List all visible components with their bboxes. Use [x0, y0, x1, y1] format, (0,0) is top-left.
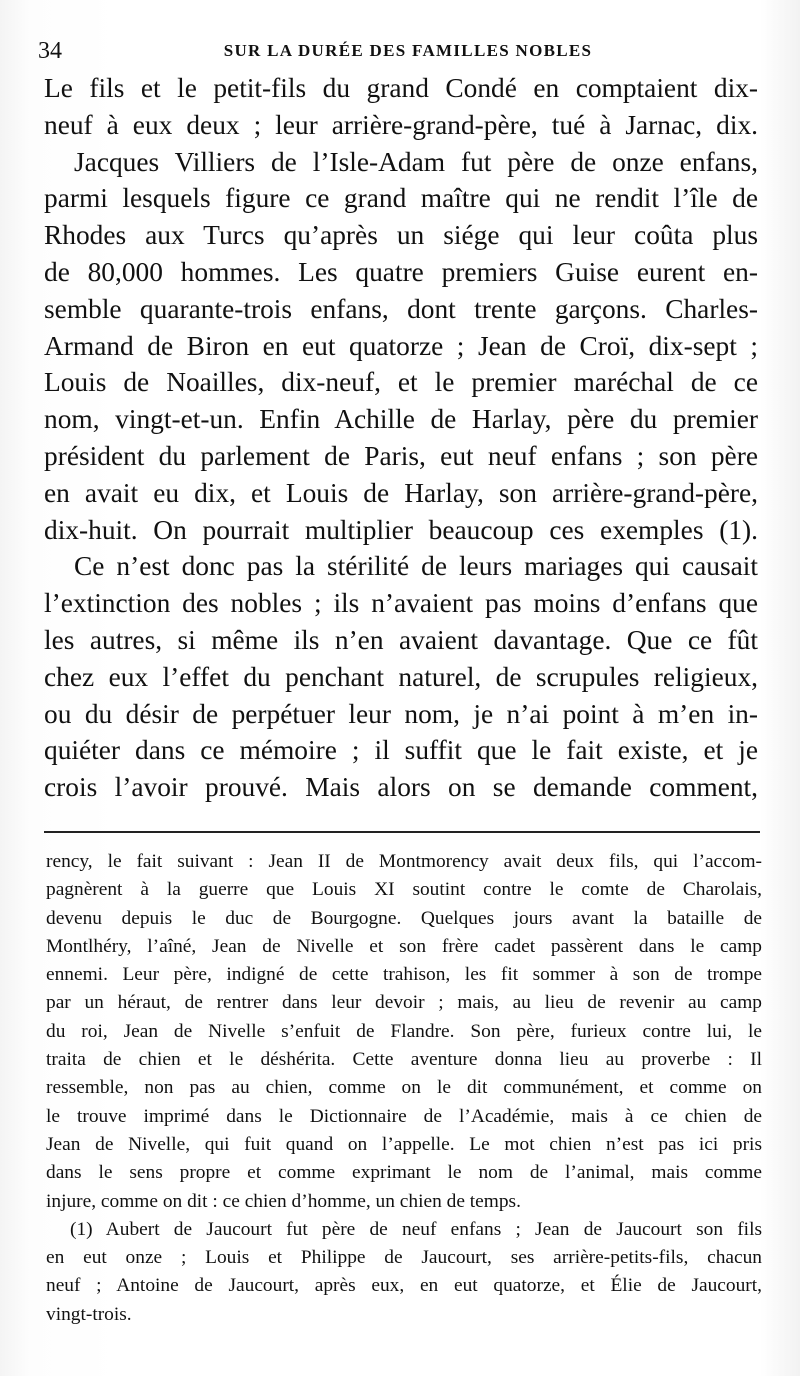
footnote-line: le trouve imprimé dans le Dictionnaire de l’Académie, mais à ce chien de	[46, 1105, 762, 1127]
body-line: les autres, si même ils n’en avaient davantage. Que ce fût	[44, 624, 758, 655]
footnote-line: neuf ; Antoine de Jaucourt, après eux, en eut quatorze, et Élie de Jaucourt,	[46, 1275, 762, 1297]
footnote-line: en eut onze ; Louis et Philippe de Jaucourt, ses arrière-petits-fils, chacun	[46, 1247, 762, 1269]
body-line: ou du désir de perpétuer leur nom, je n’ai point à m’en in-	[44, 698, 758, 729]
body-line: parmi lesquels figure ce grand maître qui ne rendit l’île de	[44, 183, 758, 214]
footnote-line: ennemi. Leur père, indigné de cette trahison, les fit sommer à son de trompe	[46, 964, 762, 986]
body-line: président du parlement de Paris, eut neuf enfans ; son père	[44, 440, 758, 471]
footnote-line: ressemble, non pas au chien, comme on le dit communément, et comme on	[46, 1077, 762, 1099]
footnote-line: du roi, Jean de Nivelle s’enfuit de Flandre. Son père, furieux contre lui, le	[46, 1020, 762, 1042]
footnote-line: (1) Aubert de Jaucourt fut père de neuf enfans ; Jean de Jaucourt son fils	[70, 1218, 762, 1240]
body-line: chez eux l’effet du penchant naturel, de scrupules religieux,	[44, 661, 758, 692]
footnote-line: dans le sens propre et comme exprimant le nom de l’animal, mais comme	[46, 1162, 762, 1184]
body-line: Jacques Villiers de l’Isle-Adam fut père de onze enfans,	[74, 146, 758, 177]
footnote-line: devenu depuis le duc de Bourgogne. Quelques jours avant la bataille de	[46, 907, 762, 929]
page-number: 34	[38, 38, 62, 64]
page-header	[38, 36, 778, 66]
footnote-line: Jean de Nivelle, qui fuit quand on l’appelle. Le mot chien n’est pas ici pris	[46, 1133, 762, 1155]
body-line: semble quarante-trois enfans, dont trente garçons. Charles-	[44, 293, 758, 324]
body-line: Armand de Biron en eut quatorze ; Jean de Croï, dix-sept ;	[44, 330, 758, 361]
footnote-line: injure, comme on dit : ce chien d’homme, un chien de temps.	[46, 1190, 521, 1212]
body-line: l’extinction des nobles ; ils n’avaient pas moins d’enfans que	[44, 588, 758, 619]
body-line: Louis de Noailles, dix-neuf, et le premier maréchal de ce	[44, 367, 758, 398]
body-line: en avait eu dix, et Louis de Harlay, son arrière-grand-père,	[44, 477, 758, 508]
footnote-line: traita de chien et le déshérita. Cette aventure donna lieu au proverbe : Il	[46, 1049, 762, 1071]
running-title: SUR LA DURÉE DES FAMILLES NOBLES	[223, 41, 593, 60]
body-line: Rhodes aux Turcs qu’après un siége qui leur coûta plus	[44, 220, 758, 251]
body-line: nom, vingt-et-un. Enfin Achille de Harlay, père du premier	[44, 404, 758, 435]
footnote-line: Montlhéry, l’aîné, Jean de Nivelle et son frère cadet passèrent dans le camp	[46, 935, 762, 957]
footnote-divider	[44, 831, 760, 833]
footnote-line: vingt-trois.	[46, 1303, 132, 1325]
body-line: crois l’avoir prouvé. Mais alors on se demande comment,	[44, 772, 758, 803]
body-line: Le fils et le petit-fils du grand Condé en comptaient dix-	[44, 73, 758, 103]
body-line: de 80,000 hommes. Les quatre premiers Guise eurent en-	[44, 256, 758, 287]
body-line: Ce n’est donc pas la stérilité de leurs mariages qui causait	[74, 551, 758, 582]
body-text	[44, 70, 758, 806]
body-line: quiéter dans ce mémoire ; il suffit que le fait existe, et je	[44, 735, 758, 766]
body-line: neuf à eux deux ; leur arrière-grand-père, tué à Jarnac, dix.	[44, 109, 758, 140]
footnotes	[46, 848, 762, 1329]
body-line: dix-huit. On pourrait multiplier beaucoup ces exemples (1).	[44, 514, 758, 545]
footnote-line: pagnèrent à la guerre que Louis XI soutint contre le comte de Charolais,	[46, 879, 762, 901]
footnote-line: rency, le fait suivant : Jean II de Montmorency avait deux fils, qui l’accom-	[46, 851, 762, 872]
footnote-line: par un héraut, de rentrer dans leur devoir ; mais, au lieu de revenir au camp	[46, 992, 762, 1014]
